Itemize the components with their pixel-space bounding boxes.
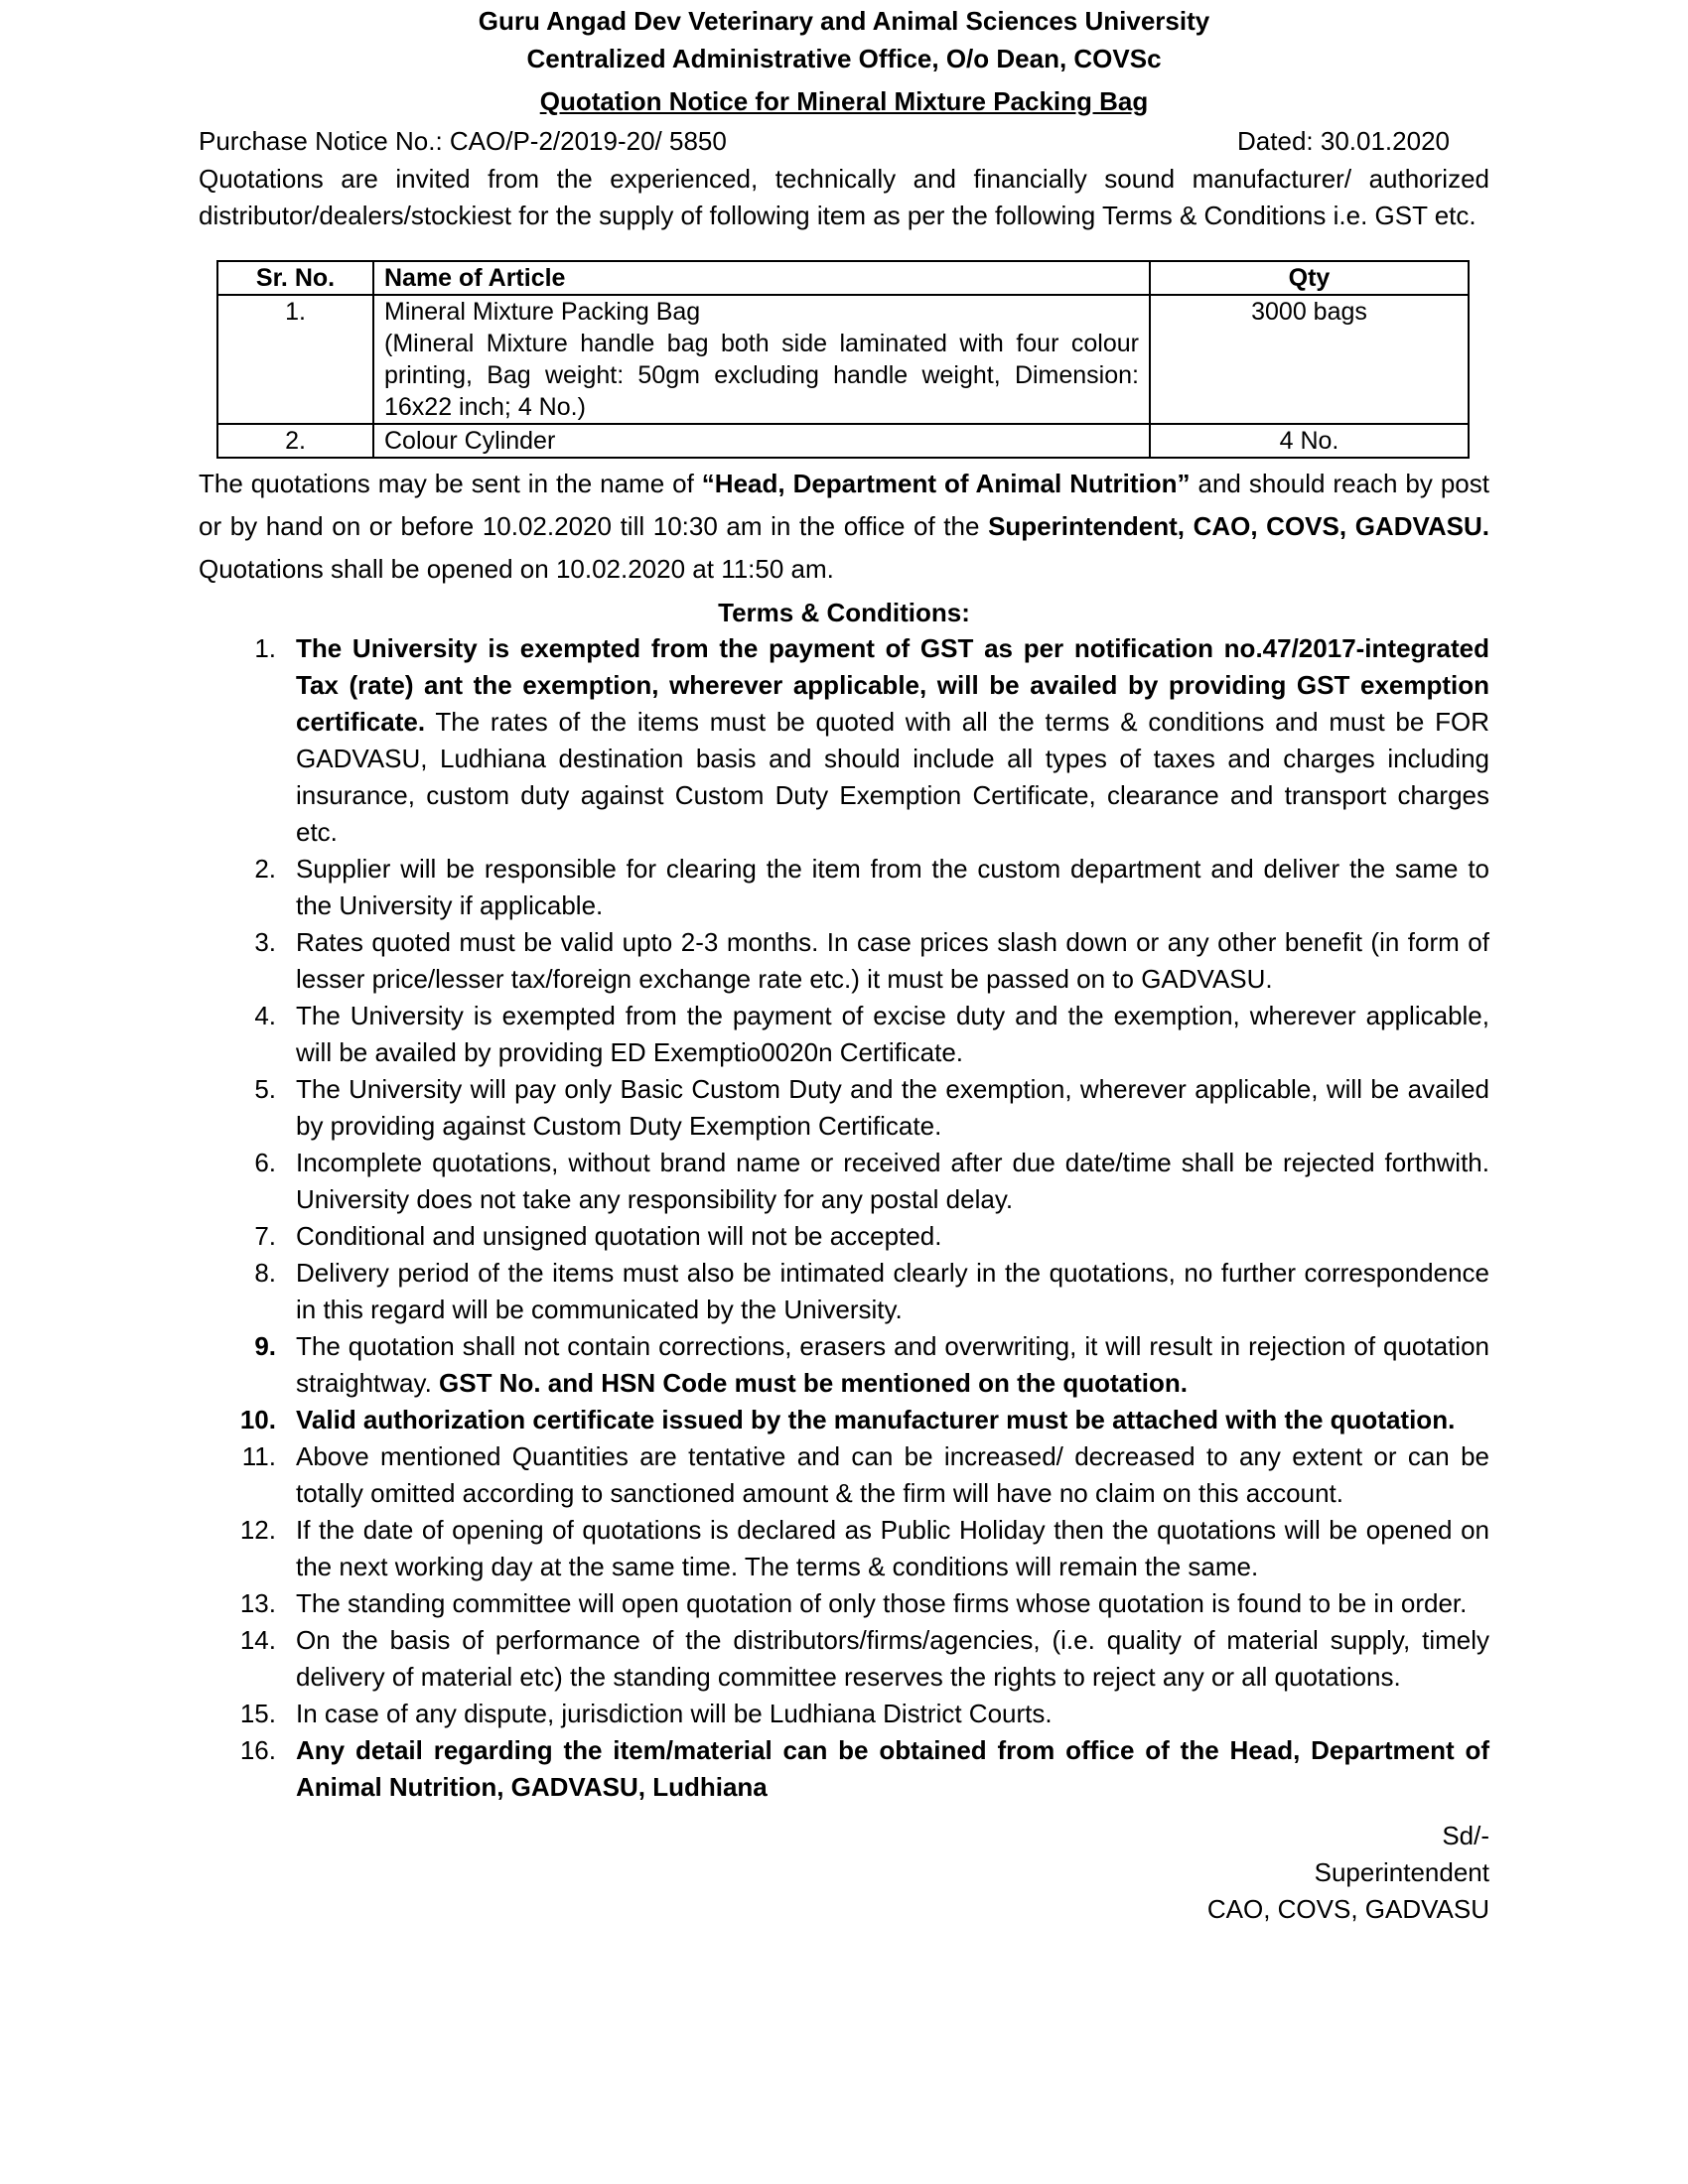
- term-number: 13.: [239, 1588, 276, 1618]
- term-text: Delivery period of the items must also be intimated clearly in the quotations, no further correspondence in this regard will be communicated by the University.: [296, 1258, 1489, 1324]
- list-item: [199, 1585, 1489, 1622]
- university-name: Guru Angad Dev Veterinary and Animal Sciences University: [478, 6, 1210, 36]
- list-item: [199, 1696, 1489, 1732]
- term-text: Incomplete quotations, without brand name or received after due date/time shall be rejected forthwith. University does not take any responsibility for any postal delay.: [296, 1148, 1489, 1214]
- term-number: 11.: [241, 1441, 276, 1471]
- list-item: [199, 1512, 1489, 1585]
- list-item: [199, 1732, 1489, 1806]
- notice-date: Dated: 30.01.2020: [1237, 126, 1450, 156]
- term-text: [296, 630, 1489, 851]
- list-item: [199, 1145, 1489, 1218]
- submission-office: Superintendent, CAO, COVS, GADVASU.: [988, 511, 1489, 541]
- term-number: 12.: [239, 1515, 276, 1545]
- reference-line: [199, 121, 1489, 161]
- term-number: 8.: [254, 1258, 276, 1288]
- purchase-notice-number: Purchase Notice No.: CAO/P-2/2019-20/ 5850: [199, 126, 727, 156]
- term-number: 6.: [254, 1148, 276, 1177]
- term-number: 1.: [254, 633, 276, 663]
- submission-text: The quotations may be sent in the name of: [199, 469, 702, 498]
- list-item: [199, 924, 1489, 998]
- term-number: 5.: [254, 1074, 276, 1104]
- row-sr-no: 1.: [217, 295, 373, 424]
- items-table: [216, 260, 1470, 459]
- header-name-of-article: Name of Article: [373, 261, 1150, 295]
- list-item: [199, 630, 1489, 851]
- addressee: “Head, Department of Animal Nutrition”: [701, 469, 1191, 498]
- article-detail: (Mineral Mixture handle bag both side laminated with four colour printing, Bag weight: 50gm excluding handle weight, Dimension: 16x22 inch; 4 No.): [384, 330, 1139, 421]
- office-name: Centralized Administrative Office, O/o Dean, COVSc: [526, 44, 1162, 73]
- term-text: Above mentioned Quantities are tentative and can be increased/ decreased to any extent or can be totally omitted according to sanctioned amount & the firm will have no claim on this account.: [296, 1441, 1489, 1508]
- term-text: [296, 1328, 1489, 1402]
- term-number: 7.: [254, 1221, 276, 1251]
- list-item: [199, 1218, 1489, 1255]
- term-number: 15.: [239, 1699, 276, 1728]
- term-bold-text: The University is exempted from the payment of GST as per notification no.47/2017-integrated Tax (rate) ant the exemption, wherever applicable, will be availed by providing GST exemption certificate.: [296, 633, 1489, 737]
- submission-text: Quotations shall be opened on 10.02.2020 at 11:50 am.: [199, 554, 834, 584]
- terms-list: [199, 630, 1489, 1806]
- row-article: [373, 295, 1150, 424]
- term-number: 10.: [239, 1405, 276, 1434]
- table-header-row: [217, 261, 1469, 295]
- row-qty: 3000 bags: [1150, 295, 1469, 424]
- submission-paragraph: [199, 463, 1489, 591]
- list-item: [199, 1438, 1489, 1512]
- term-bold-text: GST No. and HSN Code must be mentioned on the quotation.: [439, 1368, 1189, 1398]
- terms-title: Terms & Conditions:: [718, 598, 970, 627]
- list-item: [199, 1255, 1489, 1328]
- term-text: Any detail regarding the item/material can be obtained from office of the Head, Department of Animal Nutrition, GADVASU, Ludhiana: [296, 1735, 1489, 1802]
- document-page: [199, 0, 1489, 1928]
- header-qty: Qty: [1150, 261, 1469, 295]
- term-rest-text: The rates of the items must be quoted with all the terms & conditions and must be FOR GADVASU, Ludhiana destination basis and should include all types of taxes and charges including insurance, custom duty against Custom Duty Exemption Certificate, clearance and transport charges etc.: [296, 707, 1489, 847]
- term-text: Valid authorization certificate issued by the manufacturer must be attached with the quotation.: [296, 1405, 1456, 1434]
- term-number: 9.: [254, 1331, 276, 1361]
- row-article: [373, 424, 1150, 458]
- term-number: 16.: [239, 1735, 276, 1765]
- table-row: [217, 295, 1469, 424]
- signatory-designation: Superintendent: [1314, 1857, 1489, 1887]
- term-number: 14.: [239, 1625, 276, 1655]
- term-text: The standing committee will open quotation of only those firms whose quotation is found to be in order.: [296, 1588, 1468, 1618]
- list-item: [199, 1622, 1489, 1696]
- term-text: The University will pay only Basic Custom Duty and the exemption, wherever applicable, will be availed by providing against Custom Duty Exemption Certificate.: [296, 1074, 1489, 1141]
- list-item: [199, 1402, 1489, 1438]
- notice-title: Quotation Notice for Mineral Mixture Packing Bag: [539, 86, 1149, 116]
- term-text: The University is exempted from the payment of excise duty and the exemption, wherever applicable, will be availed by providing ED Exemptio0020n Certificate.: [296, 1001, 1489, 1067]
- submission-text: and should reach by post or by hand on or before 10.02.2020 till 10:30 am in the office of the: [199, 469, 1489, 541]
- header-sr-no: Sr. No.: [217, 261, 373, 295]
- article-name: Colour Cylinder: [384, 427, 556, 455]
- row-sr-no: 2.: [217, 424, 373, 458]
- signatory-office: CAO, COVS, GADVASU: [1206, 1894, 1489, 1924]
- list-item: [199, 998, 1489, 1071]
- term-rest-text: The quotation shall not contain corrections, erasers and overwriting, it will result in rejection of quotation straightway.: [296, 1331, 1489, 1398]
- signature-sd: Sd/-: [1442, 1821, 1489, 1850]
- list-item: [199, 851, 1489, 924]
- term-text: Rates quoted must be valid upto 2-3 months. In case prices slash down or any other benefit (in form of lesser price/lesser tax/foreign exchange rate etc.) it must be passed on to GADVASU.: [296, 927, 1489, 994]
- signature-block: [199, 1818, 1489, 1928]
- row-qty: 4 No.: [1150, 424, 1469, 458]
- list-item: [199, 1328, 1489, 1402]
- term-text: In case of any dispute, jurisdiction will be Ludhiana District Courts.: [296, 1699, 1053, 1728]
- intro-paragraph: Quotations are invited from the experienced, technically and financially sound manufacturer/ authorized distributor/dealers/stockiest for the supply of following item as per the following Terms & Conditions i.e. GST etc.: [199, 164, 1489, 230]
- table-row: [217, 424, 1469, 458]
- term-text: Conditional and unsigned quotation will not be accepted.: [296, 1221, 942, 1251]
- list-item: [199, 1071, 1489, 1145]
- article-name: Mineral Mixture Packing Bag: [384, 298, 701, 326]
- term-number: 2.: [254, 854, 276, 884]
- term-text: If the date of opening of quotations is declared as Public Holiday then the quotations will be opened on the next working day at the same time. The terms & conditions will remain the same.: [296, 1515, 1489, 1581]
- term-number: 3.: [254, 927, 276, 957]
- term-text: Supplier will be responsible for clearing the item from the custom department and deliver the same to the University if applicable.: [296, 854, 1489, 920]
- term-text: On the basis of performance of the distributors/firms/agencies, (i.e. quality of material supply, timely delivery of material etc) the standing committee reserves the rights to reject any or all quotations.: [296, 1625, 1489, 1692]
- term-number: 4.: [254, 1001, 276, 1030]
